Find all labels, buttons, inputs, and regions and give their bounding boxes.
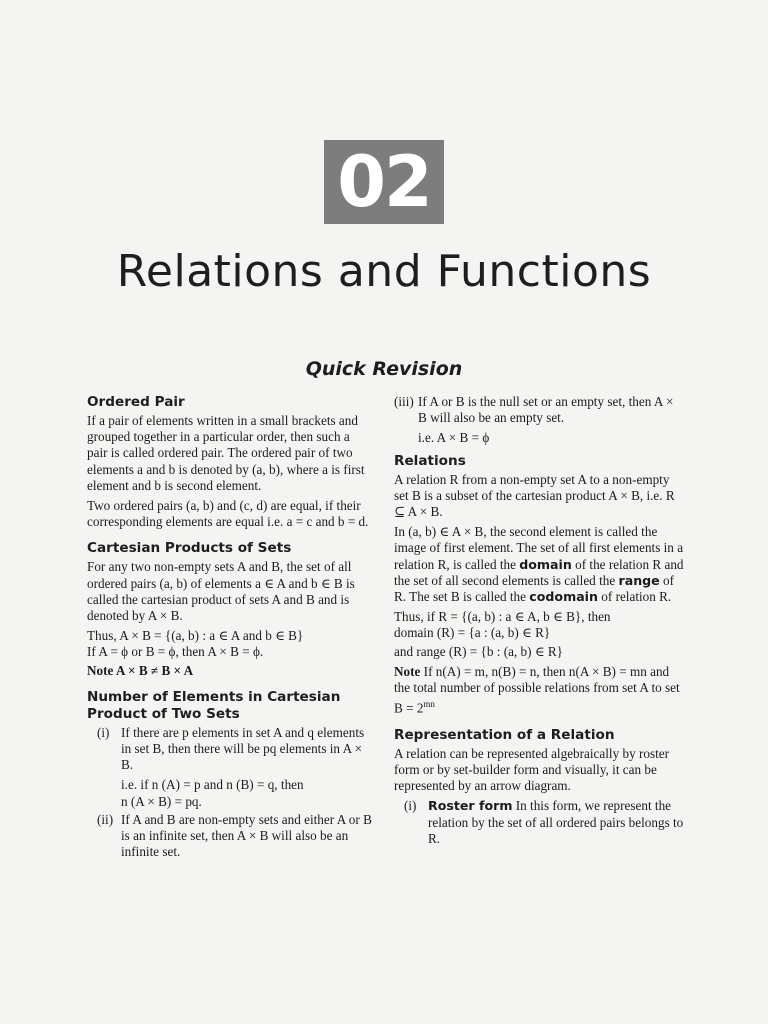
list-item <box>87 725 372 810</box>
list-item <box>394 394 684 447</box>
list-item <box>87 812 372 861</box>
cartesian-empty: If A = ϕ or B = ϕ, then A × B = ϕ. <box>87 644 264 660</box>
ordered-pair-definition: If a pair of elements written in a small brackets and grouped together in a particular order, then such a pair is called ordered pair. The ordered pair of two elements a and b is denoted by (a, b), where a is first element and b is second element. <box>87 413 365 493</box>
ordered-pair-equality: Two ordered pairs (a, b) and (c, d) are equal, if their corresponding elements are equal i.e. a = c and b = d. <box>87 498 369 530</box>
number-of-elements-example-1: i.e. if n (A) = p and n (B) = q, then <box>121 777 304 793</box>
number-of-elements-item-ii: If A and B are non-empty sets and either A or B is an infinite set, then A × B will also be an infinite set. <box>121 811 372 860</box>
chapter-title: Relations and Functions <box>116 246 652 297</box>
relations-domain: domain (R) = {a : (a, b) ∈ R} <box>394 625 551 641</box>
roster-form-text: In this form, we represent the relation by the set of all ordered pairs belongs to R. <box>428 798 684 846</box>
relations-note: Note If n(A) = m, n(B) = n, then n(A × B) = mn and the total number of possible relations from set A to set $B = 2^{mn}$ <box>394 663 680 716</box>
list-item <box>394 798 684 847</box>
representation-intro: A relation can be represented algebraically by roster form or by set-builder form and visually, it can be represented by an arrow diagram. <box>394 745 669 794</box>
list-marker: (i) <box>404 798 417 814</box>
domain-term: domain <box>519 556 572 572</box>
number-of-elements-item-iii: If A or B is the null set or an empty set, then A × B will also be an empty set. <box>418 394 674 426</box>
cartesian-definition: For any two non-empty sets A and B, the set of all ordered pairs (a, b) of elements a ∈ A and b ∈ B is called the cartesian product of sets A and B and is denoted by A × B. <box>87 559 355 624</box>
note-label: Note <box>394 663 421 679</box>
relations-heading: Relations <box>394 452 466 469</box>
relations-definition: A relation R from a non-empty set A to a non-empty set B is a subset of the cartesian product A × B, i.e. R ⊆ A × B. <box>394 471 675 520</box>
right-column <box>394 394 684 847</box>
left-column <box>87 394 372 860</box>
empty-product-example: i.e. A × B = ϕ <box>418 430 490 446</box>
range-term: range <box>618 572 660 588</box>
list-marker: (i) <box>97 724 110 740</box>
cartesian-note: Note A × B ≠ B × A <box>87 662 194 678</box>
chapter-number: 02 <box>337 141 431 223</box>
relations-set-builder: Thus, if R = {(a, b) : a ∈ A, b ∈ B}, then <box>394 609 611 625</box>
list-marker: (iii) <box>394 394 414 409</box>
cartesian-heading: Cartesian Products of Sets <box>87 540 292 557</box>
number-of-elements-item-i: If there are p elements in set A and q elements in set B, then there will be pq elements in A × B. <box>121 724 365 773</box>
chapter-number-badge <box>324 140 444 224</box>
relations-range: and range (R) = {b : (a, b) ∈ R} <box>394 643 564 659</box>
roster-form-term: Roster form <box>428 798 513 814</box>
note-exponent: mn <box>423 699 435 710</box>
relations-domain-range: In (a, b) ∈ A × B, the second element is called the image of first element. The set of all first elements in a relation R, is called the domain of the relation R and the set of all second elements is called the range of R. The set B is called the codomain of relation R. <box>394 524 684 605</box>
number-of-elements-example-2: n (A × B) = pq. <box>121 793 202 809</box>
codomain-term: codomain <box>529 589 598 605</box>
number-of-elements-heading: Number of Elements in Cartesian Product of Two Sets <box>87 688 341 722</box>
ordered-pair-heading: Ordered Pair <box>87 394 185 410</box>
section-title: Quick Revision <box>305 358 463 380</box>
cartesian-set-builder: Thus, A × B = {(a, b) : a ∈ A and b ∈ B} <box>87 628 304 644</box>
list-marker: (ii) <box>97 811 114 827</box>
representation-heading: Representation of a Relation <box>394 726 615 743</box>
